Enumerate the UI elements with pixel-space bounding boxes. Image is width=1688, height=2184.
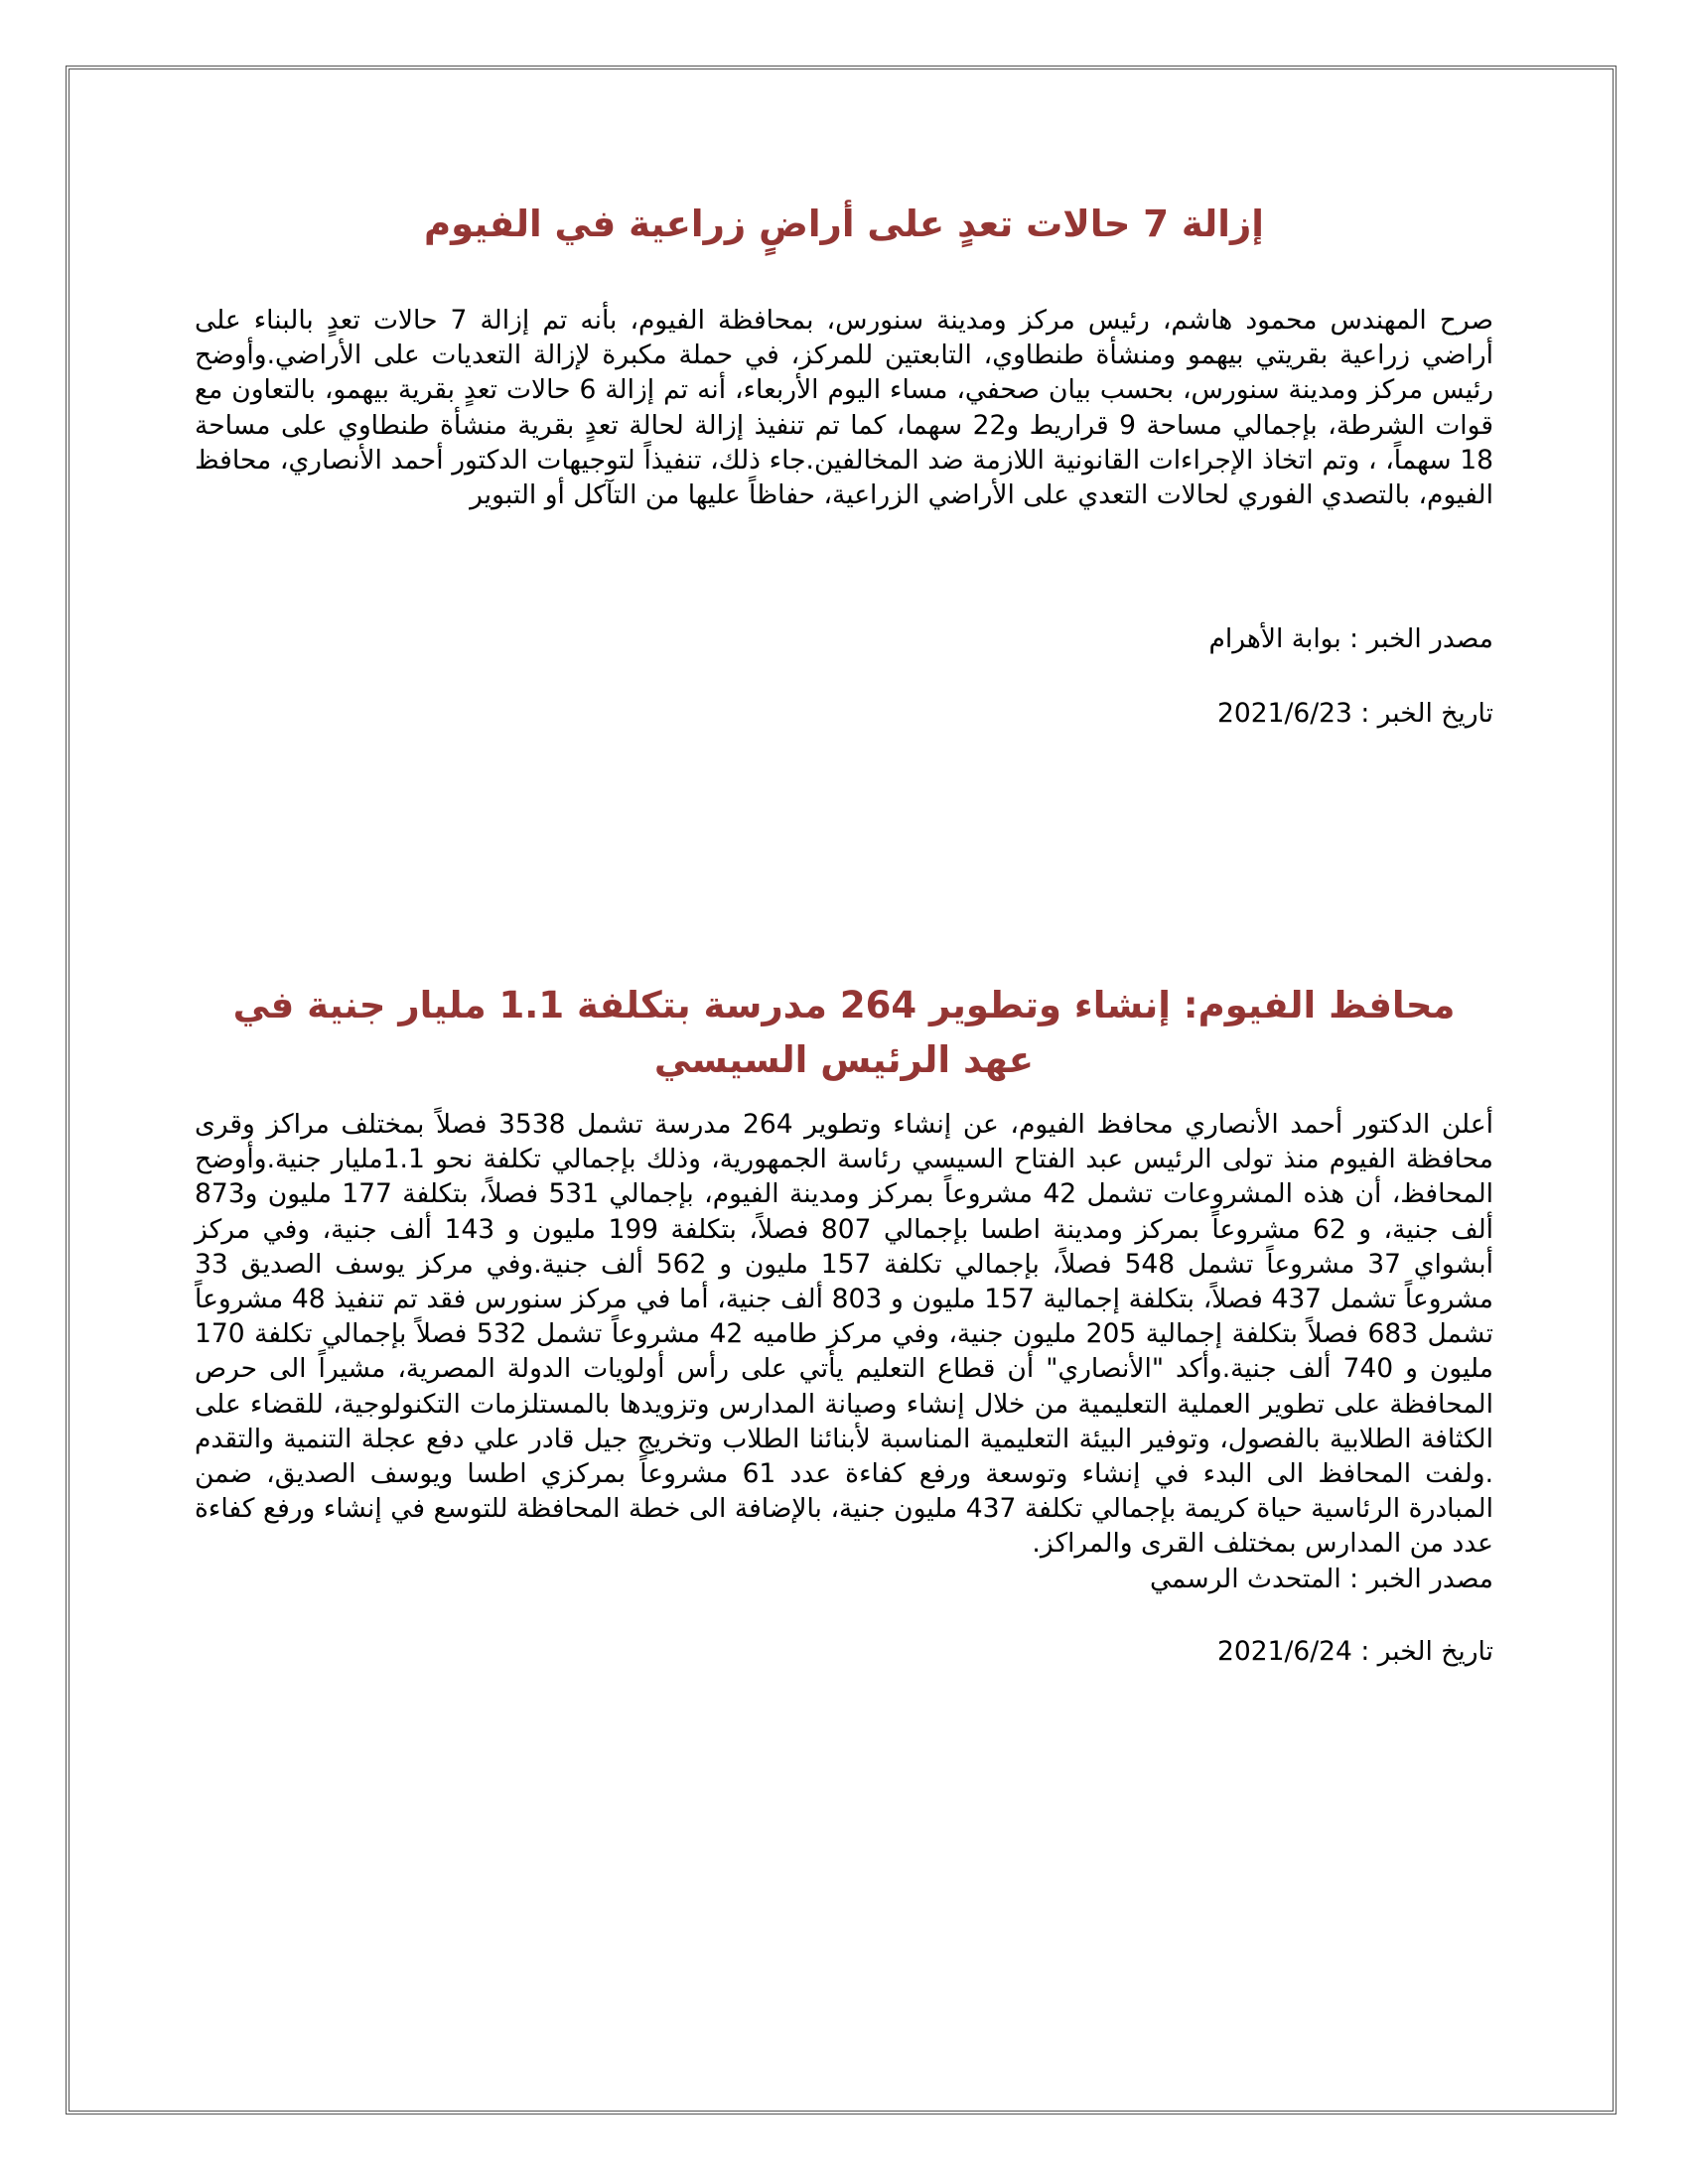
article-2-headline: محافظ الفيوم: إنشاء وتطوير 264 مدرسة بتكلفة 1.1 مليار جنية في عهد الرئيس السيسي — [232, 984, 1456, 1081]
article-2-body: أعلن الدكتور أحمد الأنصاري محافظ الفيوم، عن إنشاء وتطوير 264 مدرسة تشمل 3538 فصلاً بمختلف مراكز وقرى محافظة الفيوم منذ تولى الرئيس عبد الفتاح السيسي رئاسة الجمهورية، وذلك بإجمالي تكلفة نحو 1.1مليار جنية.وأوضح المحافظ، أن هذه المشروعات تشمل 42 مشروعاً بمركز ومدينة الفيوم، بإجمالي 531 فصلاً، بتكلفة 177 مليون و873 ألف جنية، و 62 مشروعاً بمركز ومدينة اطسا بإجمالي 807 فصلاً، بتكلفة 199 مليون و 143 ألف جنية، وفي مركز أبشواي 37 مشروعاً تشمل 548 فصلاً، بإجمالي تكلفة 157 مليون و 562 ألف جنية.وفي مركز يوسف الصديق 33 مشروعاً تشمل 437 فصلاً، بتكلفة إجمالية 157 مليون و 803 ألف جنية، أما في مركز سنورس فقد تم تنفيذ 48 مشروعاً تشمل 683 فصلاً بتكلفة إجمالية 205 مليون جنية، وفي مركز طاميه 42 مشروعاً تشمل 532 فصلاً بإجمالي تكلفة 170 مليون و 740 ألف جنية.وأكد "الأنصاري" أن قطاع التعليم يأتي على رأس أولويات الدولة المصرية، مشيراً الى حرص المحافظة على تطوير العملية التعليمية من خلال إنشاء وصيانة المدارس وتزويدها بالمستلزمات التكنولوجية، للقضاء على الكثافة الطلابية بالفصول، وتوفير البيئة التعليمية المناسبة لأبنائنا الطلاب وتخريج جيل قادر علي دفع عجلة التنمية والتقدم .ولفت المحافظ الى البدء في إنشاء وتوسعة ورفع كفاءة عدد 61 مشروعاً بمركزي اطسا ويوسف الصديق، ضمن المبادرة الرئاسية حياة كريمة بإجمالي تكلفة 437 مليون جنية، بالإضافة الى خطة المحافظة للتوسع في إنشاء ورفع كفاءة عدد من المدارس بمختلف القرى والمراكز. — [195, 1109, 1494, 1560]
news-article-2 — [195, 978, 1493, 1669]
article-1-headline: إزالة 7 حالات تعدٍ على أراضٍ زراعية في الفيوم — [424, 203, 1264, 245]
article-2-source: مصدر الخبر : المتحدث الرسمي — [1149, 1563, 1493, 1594]
article-1-body: صرح المهندس محمود هاشم، رئيس مركز ومدينة سنورس، بمحافظة الفيوم، بأنه تم إزالة 7 حالات تعدٍ بالبناء على أراضي زراعية بقريتي بيهمو ومنشأة طنطاوي، التابعتين للمركز، في حملة مكبرة لإزالة التعديات على الأراضي.وأوضح رئيس مركز ومدينة سنورس، بحسب بيان صحفي، مساء اليوم الأربعاء، أنه تم إزالة 6 حالات تعدٍ بقرية بيهمو، بالتعاون مع قوات الشرطة، بإجمالي مساحة 9 قراريط و22 سهما، كما تم تنفيذ إزالة لحالة تعدٍ بقرية منشأة طنطاوي على مساحة 18 سهماً، ، وتم اتخاذ الإجراءات القانونية اللازمة ضد المخالفين.جاء ذلك، تنفيذاً لتوجيهات الدكتور أحمد الأنصاري، محافظ الفيوم، بالتصدي الفوري لحالات التعدي على الأراضي الزراعية، حفاظاً عليها من التآكل أو التبوير — [195, 305, 1493, 511]
article-2-date: تاريخ الخبر : 2021/6/24 — [1217, 1635, 1493, 1667]
article-1-date: تاريخ الخبر : 2021/6/23 — [1217, 698, 1493, 730]
news-article-1 — [195, 197, 1493, 731]
article-1-source: مصدر الخبر : بوابة الأهرام — [1208, 623, 1493, 655]
